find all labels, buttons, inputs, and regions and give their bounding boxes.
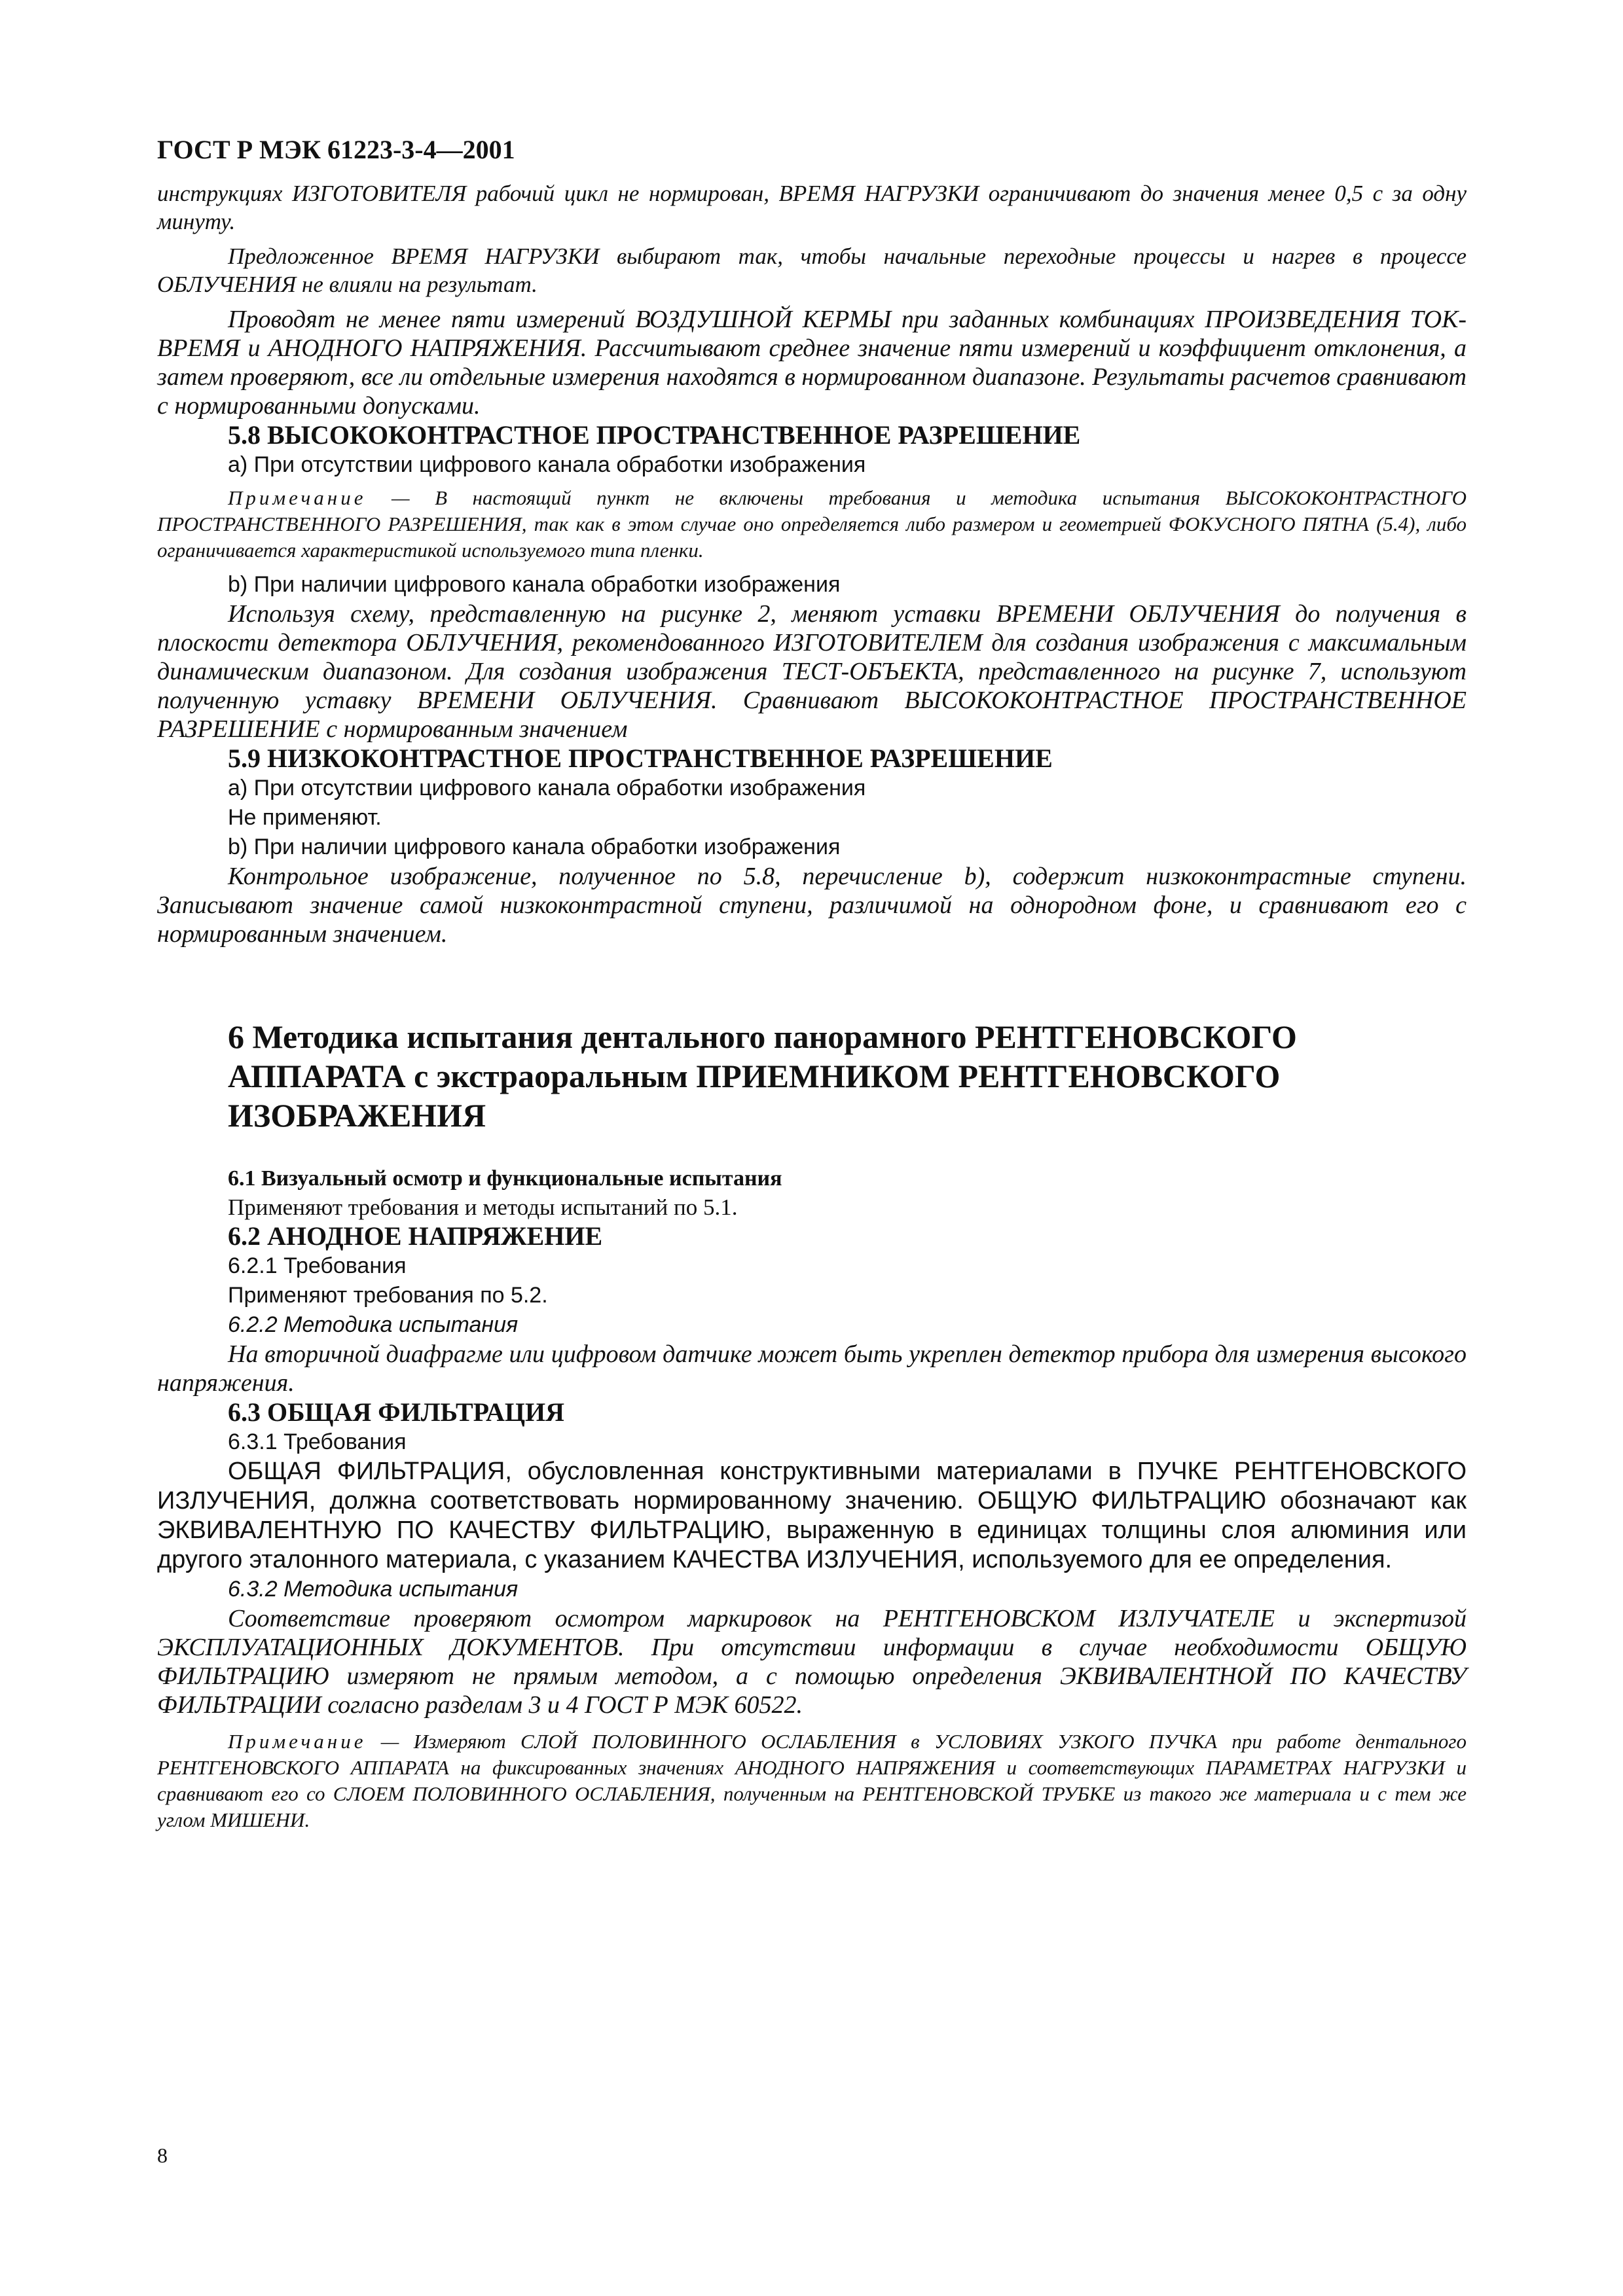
list-item-b: b) При наличии цифрового канала обработки изображения — [228, 572, 841, 597]
section-heading-5-9: 5.9 НИЗКОКОНТРАСТНОЕ ПРОСТРАНСТВЕННОЕ РАЗРЕШЕНИЕ — [228, 744, 1053, 773]
paragraph: Применяют требования и методы испытаний по 5.1. — [228, 1194, 738, 1220]
paragraph: Контрольное изображение, полученное по 5.8, перечисление b), содержит низкоконтрастные ступени. Записывают значение самой низкоконтрастной ступени, различимой на однородном фоне, и сравнивают его с нормированным значением. — [157, 863, 1467, 948]
clause-heading: 6.2.1 Требования — [228, 1253, 407, 1278]
section-heading-5-8: 5.8 ВЫСОКОКОНТРАСТНОЕ ПРОСТРАНСТВЕННОЕ РАЗРЕШЕНИЕ — [228, 420, 1081, 450]
list-item-a: а) При отсутствии цифрового канала обработки изображения — [228, 776, 866, 800]
subsection-heading-6-1: 6.1 Визуальный осмотр и функциональные испытания — [228, 1166, 782, 1191]
paragraph: Проводят не менее пяти измерений ВОЗДУШНОЙ КЕРМЫ при заданных комбинациях ПРОИЗВЕДЕНИЯ ТОК-ВРЕМЯ и АНОДНОГО НАПРЯЖЕНИЯ. Рассчитывают среднее значение пяти измерений и коэффициент отклонения, а затем проверяют, все ли отдельные измерения находятся в нормированном диапазоне. Результаты расчетов сравнивают с нормированными допусками. — [157, 306, 1467, 420]
list-item-b: b) При наличии цифрового канала обработки изображения — [228, 834, 841, 859]
paragraph: Используя схему, представленную на рисунке 2, меняют уставки ВРЕМЕНИ ОБЛУЧЕНИЯ до получения в плоскости детектора ОБЛУЧЕНИЯ, рекомендованного ИЗГОТОВИТЕЛЕМ для создания изображения с максимальным динамическим диапазоном. Для создания изображения ТЕСТ-ОБЪЕКТА, представленного на рисунке 7, используют полученную уставку ВРЕМЕНИ ОБЛУЧЕНИЯ. Сравнивают ВЫСОКОКОНТРАСТНОЕ ПРОСТРАНСТВЕННОЕ РАЗРЕШЕНИЕ с нормированным значением — [157, 600, 1467, 743]
list-item-a: а) При отсутствии цифрового канала обработки изображения — [228, 452, 866, 477]
paragraph: Предложенное ВРЕМЯ НАГРУЗКИ выбирают так, чтобы начальные переходные процессы и нагрев в процессе ОБЛУЧЕНИЯ не влияли на результат. — [157, 243, 1467, 297]
paragraph: ОБЩАЯ ФИЛЬТРАЦИЯ, обусловленная конструктивными материалами в ПУЧКЕ РЕНТГЕНОВСКОГО ИЗЛУЧЕНИЯ, должна соответствовать нормированному значению. ОБЩУЮ ФИЛЬТРАЦИЮ обозначают как ЭКВИВАЛЕНТНУЮ ПО КАЧЕСТВУ ФИЛЬТРАЦИЮ, выраженную в единицах толщины слоя алюминия или другого эталонного материала, с указанием КАЧЕСТВА ИЗЛУЧЕНИЯ, используемого для ее определения. — [157, 1458, 1467, 1573]
paragraph: Соответствие проверяют осмотром маркировок на РЕНТГЕНОВСКОМ ИЗЛУЧАТЕЛЕ и экспертизой ЭКСПЛУАТАЦИОННЫХ ДОКУМЕНТОВ. При отсутствии информации в случае необходимости ОБЩУЮ ФИЛЬТРАЦИЮ измеряют не прямым методом, а с помощью определения ЭКВИВАЛЕНТНОЙ ПО КАЧЕСТВУ ФИЛЬТРАЦИИ согласно разделам 3 и 4 ГОСТ Р МЭК 60522. — [157, 1605, 1467, 1719]
note-label: Примечание — [228, 1730, 367, 1753]
subsection-heading-6-3: 6.3 ОБЩАЯ ФИЛЬТРАЦИЯ — [228, 1397, 564, 1427]
paragraph: Применяют требования по 5.2. — [228, 1283, 548, 1308]
document-page — [157, 134, 1467, 1840]
clause-heading: 6.3.2 Методика испытания — [228, 1577, 519, 1602]
note — [157, 1729, 1467, 1833]
note-text: — В настоящий пункт не включены требования и методика испытания ВЫСОКОКОНТРАСТНОГО ПРОСТРАНСТВЕННОГО РАЗРЕШЕНИЯ, так как в этом случае оно определяется либо размером и геометрией ФОКУСНОГО ПЯТНА (5.4), либо ограничивается характеристикой используемого типа пленки. — [157, 486, 1467, 562]
clause-heading: 6.3.1 Требования — [228, 1429, 407, 1454]
paragraph: На вторичной диафрагме или цифровом датчике может быть укреплен детектор прибора для измерения высокого напряжения. — [157, 1340, 1467, 1397]
note-text: — Измеряют СЛОЙ ПОЛОВИННОГО ОСЛАБЛЕНИЯ в УСЛОВИЯХ УЗКОГО ПУЧКА при работе дентального РЕНТГЕНОВСКОГО АППАРАТА на фиксированных значениях АНОДНОГО НАПРЯЖЕНИЯ и соответствующих ПАРАМЕТРАХ НАГРУЗКИ и сравнивают его со СЛОЕМ ПОЛОВИННОГО ОСЛАБЛЕНИЯ, полученным на РЕНТГЕНОВСКОЙ ТРУБКЕ из такого же материала и с тем же углом МИШЕНИ. — [157, 1730, 1467, 1831]
page-number: 8 — [157, 2144, 168, 2167]
paragraph-cont: инструкциях ИЗГОТОВИТЕЛЯ рабочий цикл не нормирован, ВРЕМЯ НАГРУЗКИ ограничивают до значения менее 0,5 с за одну минуту. — [157, 181, 1467, 234]
note — [157, 485, 1467, 564]
paragraph: Не применяют. — [228, 805, 382, 830]
running-header: ГОСТ Р МЭК 61223-3-4—2001 — [157, 135, 515, 164]
subsection-heading-6-2: 6.2 АНОДНОЕ НАПРЯЖЕНИЕ — [228, 1221, 603, 1251]
clause-heading: 6.2.2 Методика испытания — [228, 1312, 519, 1337]
section-heading-6: 6 Методика испытания дентального панорамного РЕНТГЕНОВСКОГО АППАРАТА с экстраоральным ПРИЕМНИКОМ РЕНТГЕНОВСКОГО ИЗОБРАЖЕНИЯ — [228, 1018, 1297, 1134]
note-label: Примечание — [228, 486, 367, 509]
